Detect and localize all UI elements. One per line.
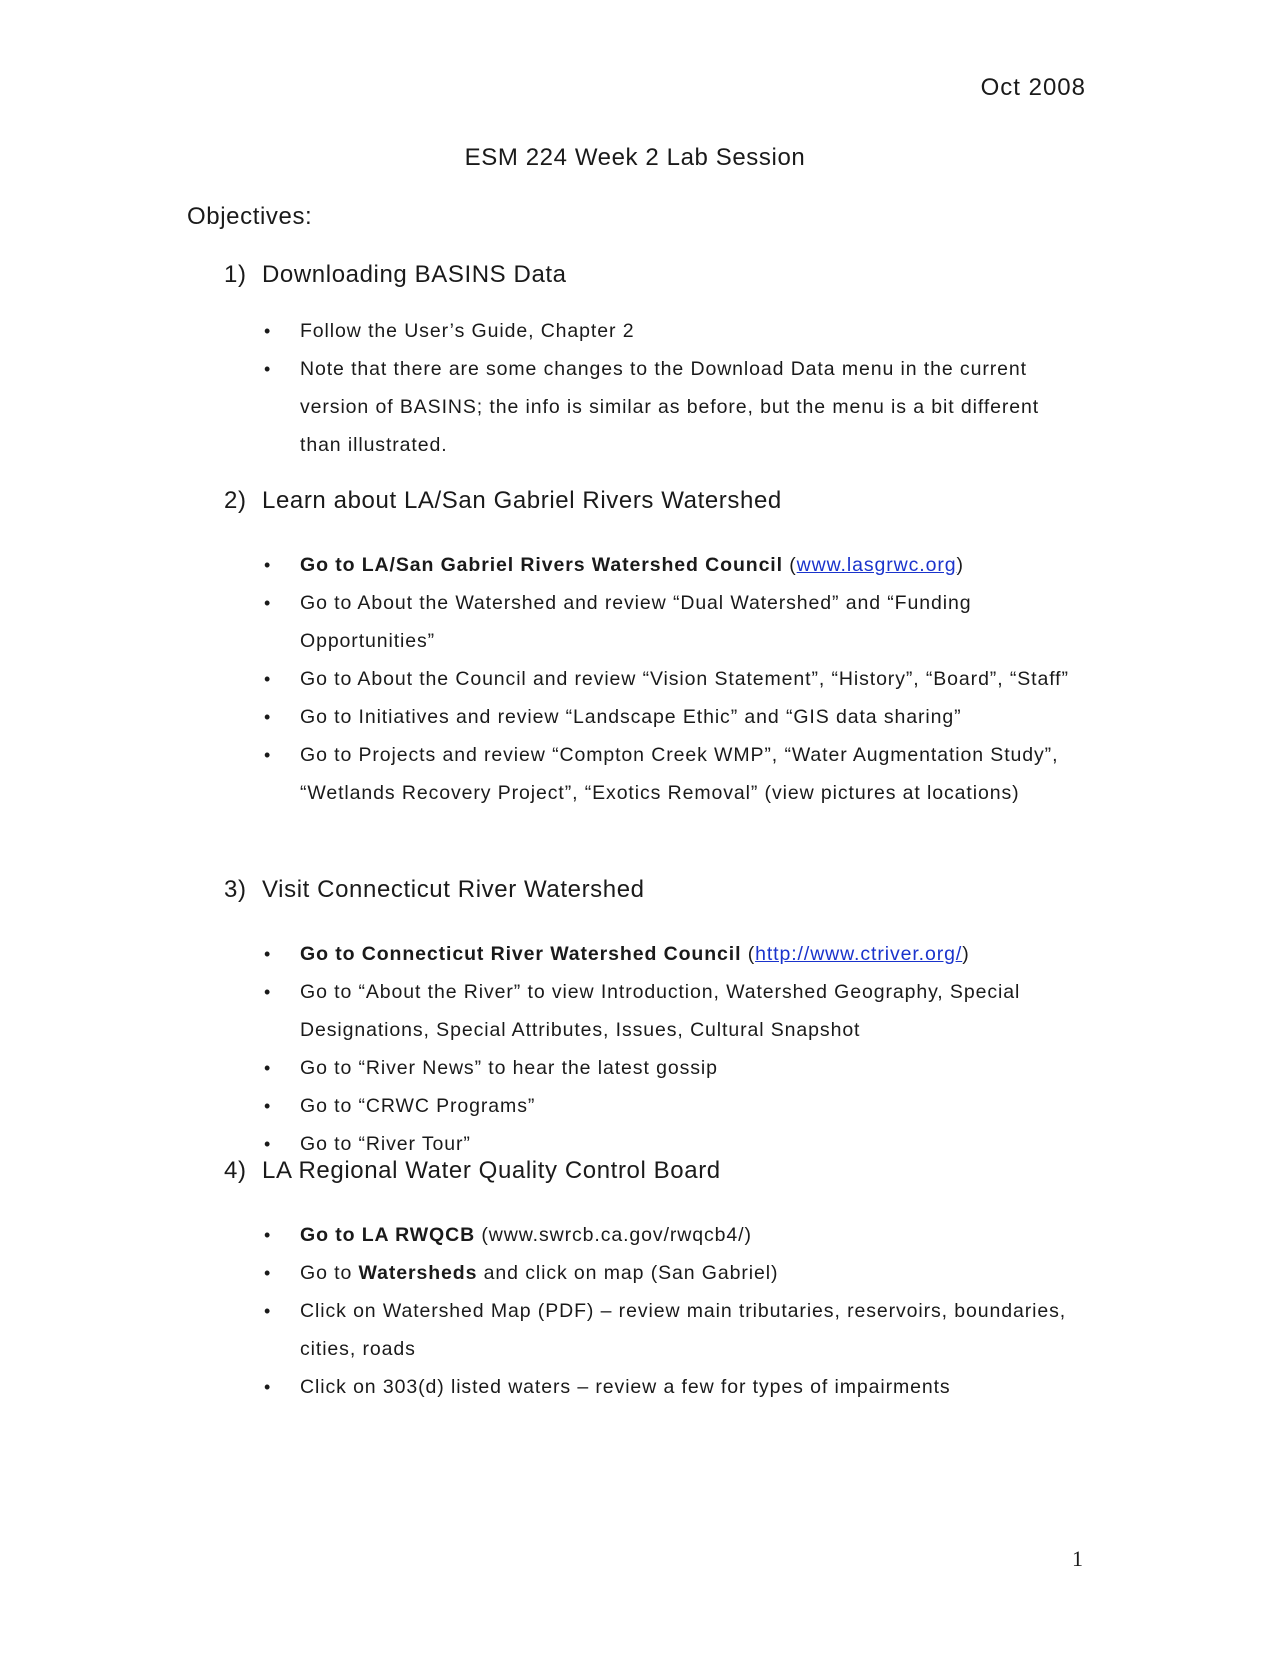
plain-text: Go to bbox=[300, 1262, 359, 1284]
section-number: 2) bbox=[224, 487, 247, 514]
plain-text: and click on map (San Gabriel) bbox=[477, 1262, 779, 1284]
bold-text: Go to LA RWQCB bbox=[300, 1224, 476, 1246]
list-item: • Go to Initiatives and review “Landscape Ethic” and “GIS data sharing” bbox=[0, 698, 1080, 736]
list-item bbox=[0, 1216, 1080, 1254]
objectives-heading: Objectives: bbox=[187, 203, 313, 230]
paren-open: ( bbox=[741, 943, 756, 965]
list-item: • Go to Projects and review “Compton Creek WMP”, “Water Augmentation Study”, “Wetlands Recovery Project”, “Exotics Removal” (view pictures at locations) bbox=[0, 736, 1080, 812]
list-item: • Go to “CRWC Programs” bbox=[0, 1087, 1080, 1125]
section-2-list bbox=[0, 546, 1080, 812]
section-4-heading bbox=[224, 1157, 721, 1185]
paren-close: ) bbox=[956, 554, 964, 576]
list-item: • Go to About the Council and review “Vision Statement”, “History”, “Board”, “Staff” bbox=[0, 660, 1080, 698]
section-3-heading bbox=[224, 876, 645, 904]
section-2-heading bbox=[224, 487, 782, 515]
section-number: 1) bbox=[224, 261, 247, 288]
list-item: • Go to About the Watershed and review “Dual Watershed” and “Funding Opportunities” bbox=[0, 584, 1080, 660]
list-item bbox=[0, 546, 1080, 584]
section-title: Downloading BASINS Data bbox=[262, 261, 567, 288]
list-item: • Go to “About the River” to view Introduction, Watershed Geography, Special Designations, Special Attributes, Issues, Cultural Snapshot bbox=[0, 973, 1080, 1049]
list-item bbox=[0, 935, 1080, 973]
bold-text: Go to Connecticut River Watershed Council bbox=[300, 943, 742, 965]
url-text: (www.swrcb.ca.gov/rwqcb4/) bbox=[475, 1224, 752, 1246]
paren-open: ( bbox=[782, 554, 797, 576]
document-title: ESM 224 Week 2 Lab Session bbox=[464, 144, 806, 171]
section-title: Visit Connecticut River Watershed bbox=[262, 876, 645, 903]
section-number: 3) bbox=[224, 876, 247, 903]
section-1-heading bbox=[224, 261, 567, 289]
list-item: • Go to “River News” to hear the latest gossip bbox=[0, 1049, 1080, 1087]
list-item: • Note that there are some changes to the Download Data menu in the current version of BASINS; the info is similar as before, but the menu is a bit different than illustrated. bbox=[0, 350, 1080, 464]
section-3-list bbox=[0, 935, 1080, 1163]
section-title: LA Regional Water Quality Control Board bbox=[262, 1157, 721, 1184]
list-item bbox=[0, 1254, 1080, 1292]
section-title: Learn about LA/San Gabriel Rivers Watershed bbox=[262, 487, 782, 514]
ctriver-link[interactable]: http://www.ctriver.org/ bbox=[755, 943, 963, 965]
document-date: Oct 2008 bbox=[980, 74, 1086, 101]
bold-text: Go to LA/San Gabriel Rivers Watershed Council bbox=[300, 554, 783, 576]
list-item: • Click on Watershed Map (PDF) – review main tributaries, reservoirs, boundaries, cities, roads bbox=[0, 1292, 1080, 1368]
lasgrwc-link[interactable]: www.lasgrwc.org bbox=[796, 554, 957, 576]
list-item: • Go to “River Tour” bbox=[0, 1125, 1080, 1163]
section-4-list bbox=[0, 1216, 1080, 1406]
paren-close: ) bbox=[962, 943, 970, 965]
bold-text: Watersheds bbox=[358, 1262, 478, 1284]
section-1-list bbox=[0, 312, 1080, 464]
section-number: 4) bbox=[224, 1157, 247, 1184]
list-item: • Click on 303(d) listed waters – review a few for types of impairments bbox=[0, 1368, 1080, 1406]
page-number: 1 bbox=[1072, 1546, 1083, 1571]
list-item: • Follow the User’s Guide, Chapter 2 bbox=[0, 312, 1080, 350]
